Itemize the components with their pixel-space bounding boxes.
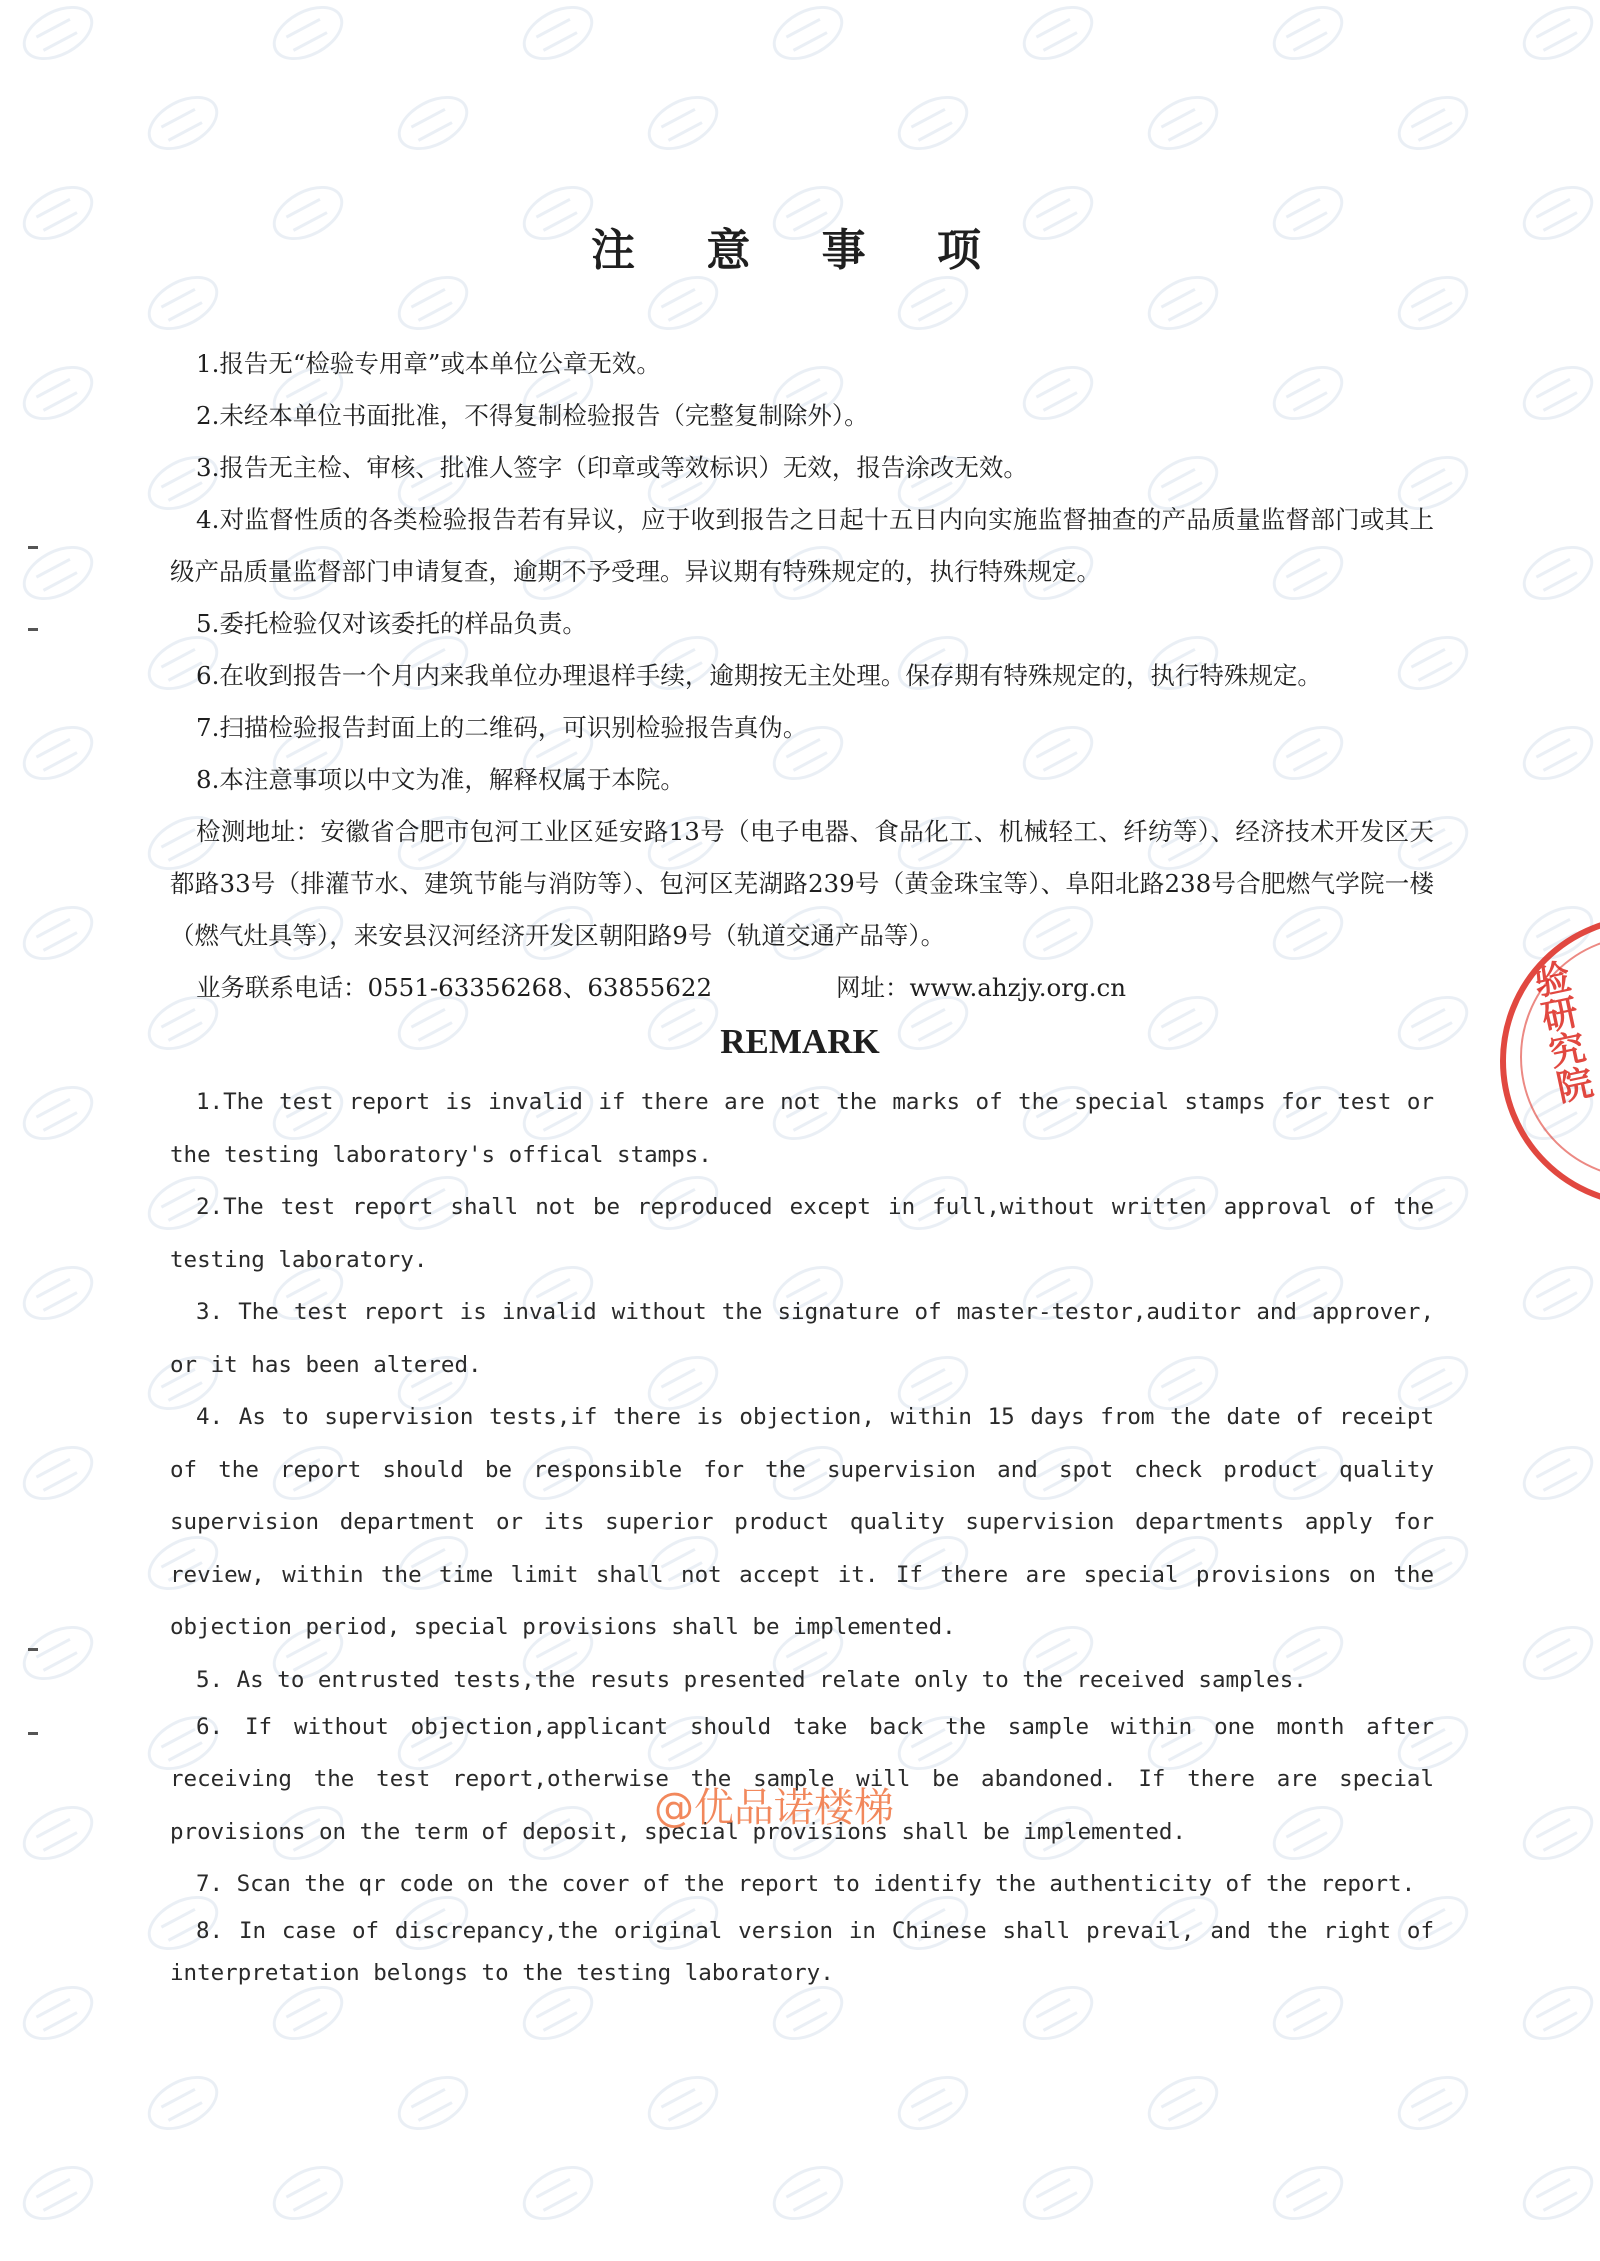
- watermark-logo: [1389, 85, 1478, 161]
- watermark-logo: [1014, 0, 1103, 71]
- watermark-logo: [264, 0, 353, 71]
- chinese-note-item: 7.扫描检验报告封面上的二维码，可识别检验报告真伪。: [196, 713, 808, 742]
- watermark-logo: [389, 2065, 478, 2141]
- watermark-logo: [1139, 2065, 1228, 2141]
- official-seal: [1500, 915, 1600, 1207]
- watermark-logo: [139, 2065, 228, 2141]
- watermark-logo: [889, 2065, 978, 2141]
- watermark-logo: [14, 2155, 103, 2231]
- watermark-logo: [1514, 1795, 1600, 1871]
- watermark-logo: [1514, 535, 1600, 611]
- page-title: 注 意 事 项: [591, 225, 1009, 276]
- watermark-logo: [1514, 1615, 1600, 1691]
- contact-line: [170, 962, 1434, 1014]
- scan-mark: [28, 546, 38, 549]
- watermark-logo: [14, 895, 103, 971]
- chinese-note-item: 1.报告无“检验专用章”或本单位公章无效。: [196, 349, 661, 378]
- watermark-logo: [1264, 0, 1353, 71]
- watermark-logo: [639, 85, 728, 161]
- watermark-logo: [14, 1615, 103, 1691]
- watermark-logo: [14, 535, 103, 611]
- english-note-item: 7. Scan the qr code on the cover of the report to identify the authenticity of the report.: [196, 1871, 1416, 1897]
- english-note-item: 2.The test report shall not be reproduced except in full,without written approval of the testing laboratory.: [170, 1194, 1434, 1273]
- english-note-item: 5. As to entrusted tests,the resuts presented relate only to the received samples.: [196, 1666, 1307, 1693]
- social-watermark: @优品诺楼梯: [654, 1785, 894, 1831]
- watermark-logo: [1514, 2155, 1600, 2231]
- remark-title: REMARK: [720, 1022, 880, 1061]
- watermark-logo: [1514, 0, 1600, 71]
- watermark-logo: [139, 85, 228, 161]
- chinese-note-item: 3.报告无主检、审核、批准人签字（印章或等效标识）无效，报告涂改无效。: [196, 453, 1028, 482]
- watermark-logo: [1264, 2155, 1353, 2231]
- chinese-note-item: 8.本注意事项以中文为准，解释权属于本院。: [196, 765, 685, 794]
- watermark-logo: [1514, 1435, 1600, 1511]
- english-note-item: 3. The test report is invalid without the signature of master-testor,auditor and approver, or it has been altered.: [170, 1299, 1434, 1378]
- watermark-logo: [14, 1255, 103, 1331]
- watermark-logo: [889, 85, 978, 161]
- watermark-logo: [1389, 2065, 1478, 2141]
- watermark-logo: [14, 1795, 103, 1871]
- watermark-logo: [14, 355, 103, 431]
- watermark-logo: [14, 1975, 103, 2051]
- scan-mark: [28, 1732, 38, 1735]
- english-note-item: 4. As to supervision tests,if there is objection, within 15 days from the date of receipt of the report should be responsible for the supervision and spot check product quality supervision department or its superior product quality supervision departments apply for review, within the time limit shall not accept it. If there are special provisions on the objection period, special provisions shall be implemented.: [170, 1404, 1434, 1640]
- scan-mark: [28, 1648, 38, 1651]
- watermark-logo: [14, 715, 103, 791]
- watermark-logo: [514, 2155, 603, 2231]
- watermark-logo: [1514, 1975, 1600, 2051]
- watermark-logo: [14, 0, 103, 71]
- watermark-logo: [1014, 2155, 1103, 2231]
- watermark-logo: [14, 1075, 103, 1151]
- english-note-item: 6. If without objection,applicant should take back the sample within one month after receiving the test report,otherwise the sample will be abandoned. If there are special provisions on the term of deposit, special provisions shall be implemented.: [170, 1713, 1434, 1845]
- english-notes: [170, 1076, 1434, 1994]
- watermark-logo: [1139, 85, 1228, 161]
- watermark-logo: [764, 0, 853, 71]
- watermark-logo: [1514, 355, 1600, 431]
- watermark-logo: [1514, 1255, 1600, 1331]
- watermark-logo: [514, 0, 603, 71]
- contact-website: 网址：www.ahzjy.org.cn: [836, 973, 1126, 1002]
- watermark-logo: [264, 2155, 353, 2231]
- chinese-note-item: 6.在收到报告一个月内来我单位办理退样手续，逾期按无主处理。保存期有特殊规定的，执行特殊规定。: [196, 661, 1322, 690]
- seal-text: 验研究院: [1525, 957, 1596, 1107]
- english-note-item: 1.The test report is invalid if there are not the marks of the special stamps for test or the testing laboratory's offical stamps.: [170, 1089, 1434, 1168]
- watermark-logo: [639, 2065, 728, 2141]
- watermark-logo: [1514, 715, 1600, 791]
- scan-mark: [28, 628, 38, 631]
- chinese-notes: [170, 338, 1434, 1014]
- contact-phone: 业务联系电话：0551-63356268、63855622: [196, 973, 713, 1002]
- testing-address: 检测地址：安徽省合肥市包河工业区延安路13号（电子电器、食品化工、机械轻工、纤纺等）、经济技术开发区天都路33号（排灌节水、建筑节能与消防等）、包河区芜湖路239号（黄金珠宝等）、阜阳北路238号合肥燃气学院一楼（燃气灶具等），来安县汉河经济开发区朝阳路9号（轨道交通产品等）。: [170, 817, 1434, 950]
- chinese-note-item: 4.对监督性质的各类检验报告若有异议，应于收到报告之日起十五日内向实施监督抽查的产品质量监督部门或其上级产品质量监督部门申请复查，逾期不予受理。异议期有特殊规定的，执行特殊规定。: [170, 505, 1434, 586]
- watermark-logo: [764, 2155, 853, 2231]
- chinese-note-item: 2.未经本单位书面批准，不得复制检验报告（完整复制除外）。: [196, 401, 869, 430]
- watermark-logo: [14, 1435, 103, 1511]
- chinese-note-item: 5.委托检验仅对该委托的样品负责。: [196, 609, 587, 638]
- english-note-item: 8. In case of discrepancy,the original version in Chinese shall prevail, and the right of interpretation belongs to the testing laboratory.: [170, 1918, 1434, 1986]
- watermark-logo: [389, 85, 478, 161]
